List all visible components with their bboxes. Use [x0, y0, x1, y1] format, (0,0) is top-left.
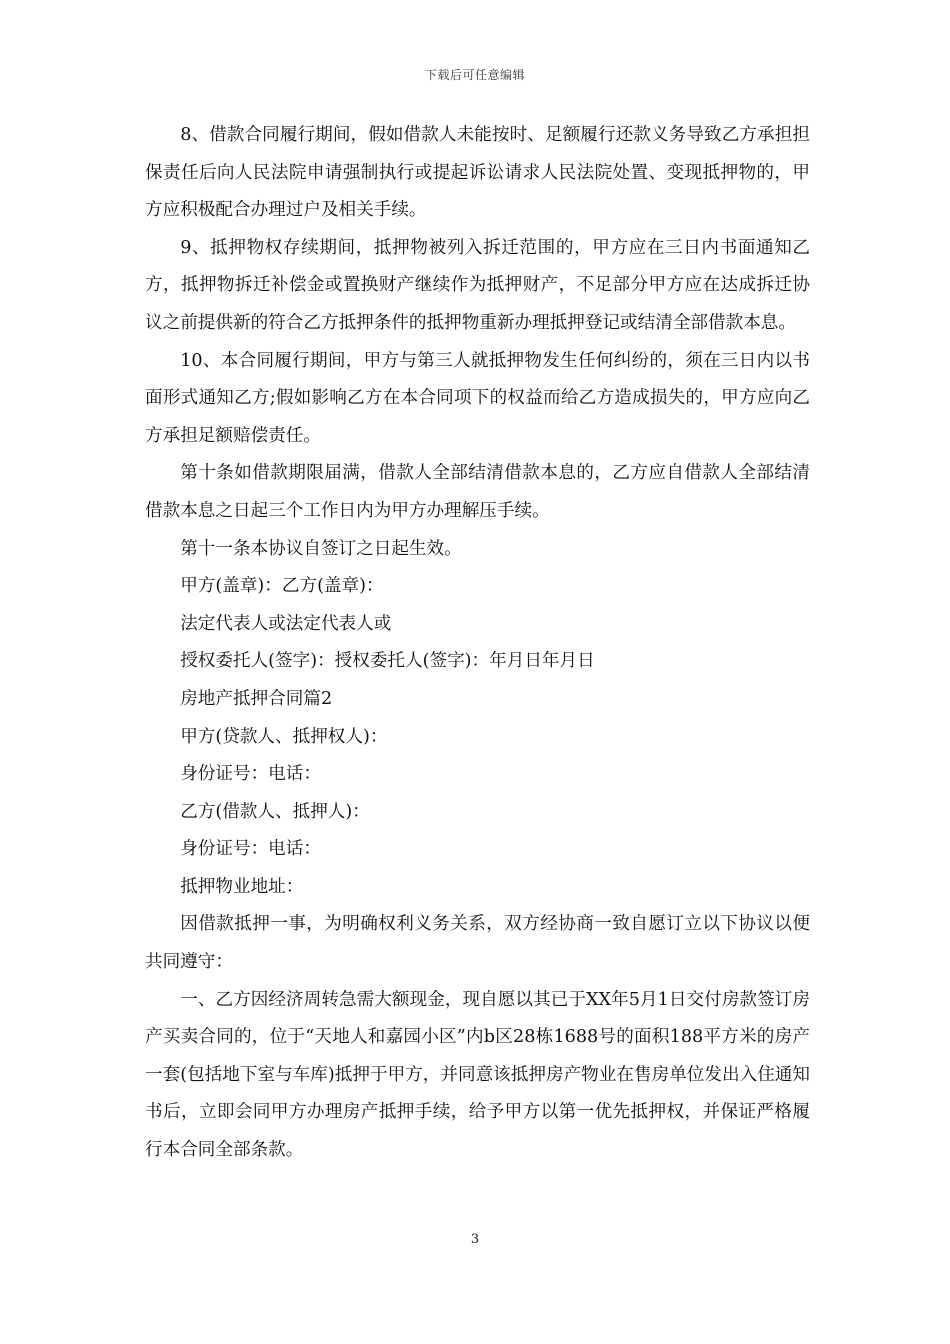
party-a-id-line: 身份证号：电话： — [180, 764, 321, 785]
clause-9: 9、抵押物权存续期间，抵押物被列入拆迁范围的，甲方应在三日内书面通知乙方，抵押物拆迁补偿金或置换财产继续作为抵押财产，不足部分甲方应在达成拆迁协议之前提供新的符合乙方抵押条件的抵押物重新办理抵押登记或结清全部借款本息。 — [145, 237, 810, 333]
signature-representative-line: 法定代表人或法定代表人或 — [180, 613, 392, 634]
clause-1: 一、乙方因经济周转急需大额现金，现自愿以其已于XX年5月1日交付房款签订房产买卖合同的，位于“天地人和嘉园小区”内b区28栋1688号的面积188平方米的房产一套(包括地下室与车库)抵押于甲方，并同意该抵押房产物业在售房单位发出入住通知书后，立即会同甲方办理房产抵押手续，给予甲方以第一优先抵押权，并保证严格履行本合同全部条款。 — [145, 989, 810, 1161]
article-11: 第十一条本协议自签订之日起生效。 — [180, 538, 462, 559]
article-10: 第十条如借款期限届满，借款人全部结清借款本息的，乙方应自借款人全部结清借款本息之日起三个工作日内为甲方办理解压手续。 — [145, 463, 810, 521]
clause-8: 8、借款合同履行期间，假如借款人未能按时、足额履行还款义务导致乙方承担担保责任后向人民法院申请强制执行或提起诉讼请求人民法院处置、变现抵押物的，甲方应积极配合办理过户及相关手续。 — [145, 125, 810, 221]
party-a-line: 甲方(贷款人、抵押权人)： — [180, 726, 388, 747]
signature-seal-line: 甲方(盖章)：乙方(盖章)： — [180, 576, 384, 597]
signature-authorized-line: 授权委托人(签字)：授权委托人(签字)：年月日年月日 — [180, 651, 595, 672]
party-b-id-line: 身份证号：电话： — [180, 839, 321, 860]
page-number: 3 — [470, 1232, 480, 1247]
clause-10: 10、本合同履行期间，甲方与第三人就抵押物发生任何纠纷的，须在三日内以书面形式通知乙方;假如影响乙方在本合同项下的权益而给乙方造成损失的，甲方应向乙方承担足额赔偿责任。 — [145, 350, 810, 446]
page-header: 下载后可任意编辑 — [424, 68, 525, 82]
document-body — [145, 117, 810, 1170]
section-title: 房地产抵押合同篇2 — [180, 688, 333, 709]
party-b-line: 乙方(借款人、抵押人)： — [180, 801, 370, 822]
property-address-line: 抵押物业地址： — [180, 876, 304, 897]
preamble: 因借款抵押一事，为明确权利义务关系，双方经协商一致自愿订立以下协议以便共同遵守： — [145, 914, 810, 973]
